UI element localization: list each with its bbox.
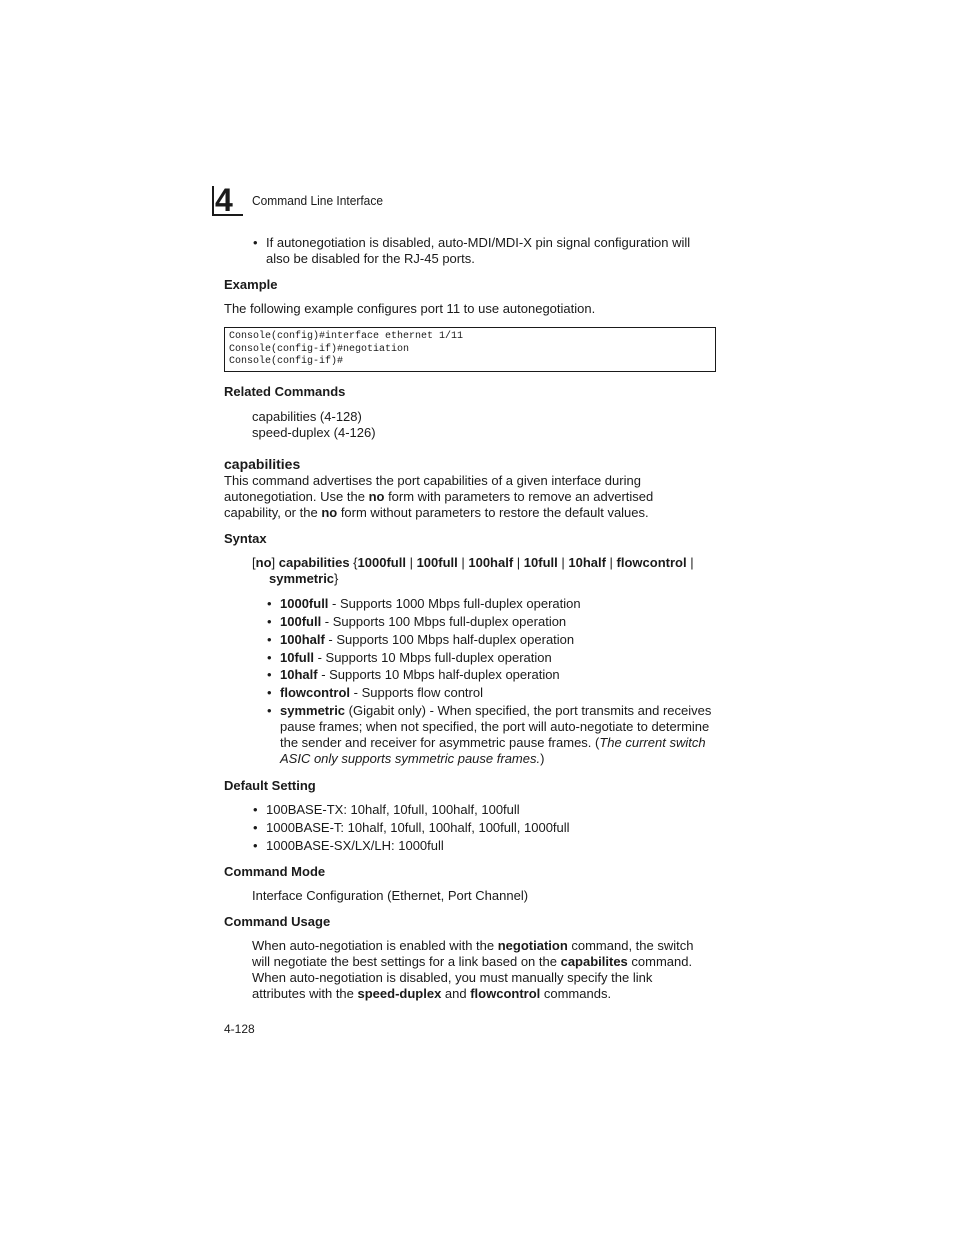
param-item: • 10half - Supports 10 Mbps half-duplex operation	[267, 667, 560, 682]
bullet-dot: •	[267, 632, 272, 647]
code-line: Console(config)#interface ethernet 1/11	[229, 331, 464, 342]
default-item: • 1000BASE-T: 10half, 10full, 100half, 100full, 1000full	[253, 820, 570, 835]
bullet-dot: •	[267, 703, 272, 718]
bullet-dot: •	[267, 667, 272, 682]
example-text: The following example configures port 11 to use autonegotiation.	[224, 301, 596, 316]
bullet-dot: •	[267, 685, 272, 700]
bullet-line: also be disabled for the RJ-45 ports.	[266, 251, 475, 266]
command-description	[224, 473, 653, 521]
syntax-heading: Syntax	[224, 531, 267, 546]
param-item: • 100half - Supports 100 Mbps half-duplex operation	[267, 632, 575, 647]
desc-line: autonegotiation. Use the no form with parameters to remove an advertised	[224, 489, 654, 504]
default-heading: Default Setting	[224, 778, 316, 793]
page-number: 4-128	[224, 1022, 255, 1036]
related-item: speed-duplex (4-126)	[252, 425, 376, 440]
code-line: Console(config-if)#negotiation	[229, 343, 410, 355]
syntax-line: [no] capabilities {1000full | 100full | 100half | 10full | 10half | flowcontrol |	[252, 555, 694, 570]
autoneg-bullet	[253, 235, 691, 267]
chapter-title: Command Line Interface	[252, 193, 383, 208]
bullet-dot: •	[267, 650, 272, 665]
mode-heading: Command Mode	[224, 864, 326, 879]
bullet-dot: •	[253, 838, 258, 853]
desc-line: This command advertises the port capabilities of a given interface during	[224, 473, 641, 488]
bullet-dot: •	[267, 596, 272, 611]
default-item: • 100BASE-TX: 10half, 10full, 100half, 100full	[253, 802, 520, 817]
code-line: Console(config-if)#	[229, 356, 344, 367]
param-item: • 10full - Supports 10 Mbps full-duplex operation	[267, 650, 552, 665]
code-block	[224, 327, 716, 372]
default-item: • 1000BASE-SX/LX/LH: 1000full	[253, 838, 444, 853]
syntax-line: symmetric}	[269, 571, 339, 586]
param-item-symmetric: • symmetric (Gigabit only) - When specified, the port transmits and receives pause frames; when not specified, the port will auto-negotiate to determine the sender and receiver for asymmetric pause frames. (The current switch ASIC only supports symmetric pause frames.)	[267, 703, 712, 766]
mode-text: Interface Configuration (Ethernet, Port Channel)	[252, 888, 529, 903]
example-heading: Example	[224, 277, 278, 292]
related-heading: Related Commands	[224, 384, 346, 399]
bullet-dot: •	[253, 802, 258, 817]
related-list	[252, 409, 376, 441]
bullet-dot: •	[267, 614, 272, 629]
param-item: • flowcontrol - Supports flow control	[267, 685, 483, 700]
usage-text: When auto-negotiation is enabled with the negotiation command, the switch will negotiate the best settings for a link based on the capabilites command. When auto-negotiation is disabled, you must manually specify the link attributes with the speed-duplex and flowcontrol commands.	[252, 938, 694, 1001]
command-heading: capabilities	[224, 456, 301, 472]
usage-heading: Command Usage	[224, 914, 331, 929]
bullet-dot: •	[253, 235, 258, 250]
bullet-line: If autonegotiation is disabled, auto-MDI/MDI-X pin signal configuration will	[266, 235, 691, 250]
desc-line: capability, or the no form without parameters to restore the default values.	[224, 505, 649, 520]
chapter-number: 4	[212, 186, 243, 216]
bullet-dot: •	[253, 820, 258, 835]
param-item: • 100full - Supports 100 Mbps full-duplex operation	[267, 614, 567, 629]
related-item: capabilities (4-128)	[252, 409, 362, 424]
param-item: • 1000full - Supports 1000 Mbps full-duplex operation	[267, 596, 581, 611]
